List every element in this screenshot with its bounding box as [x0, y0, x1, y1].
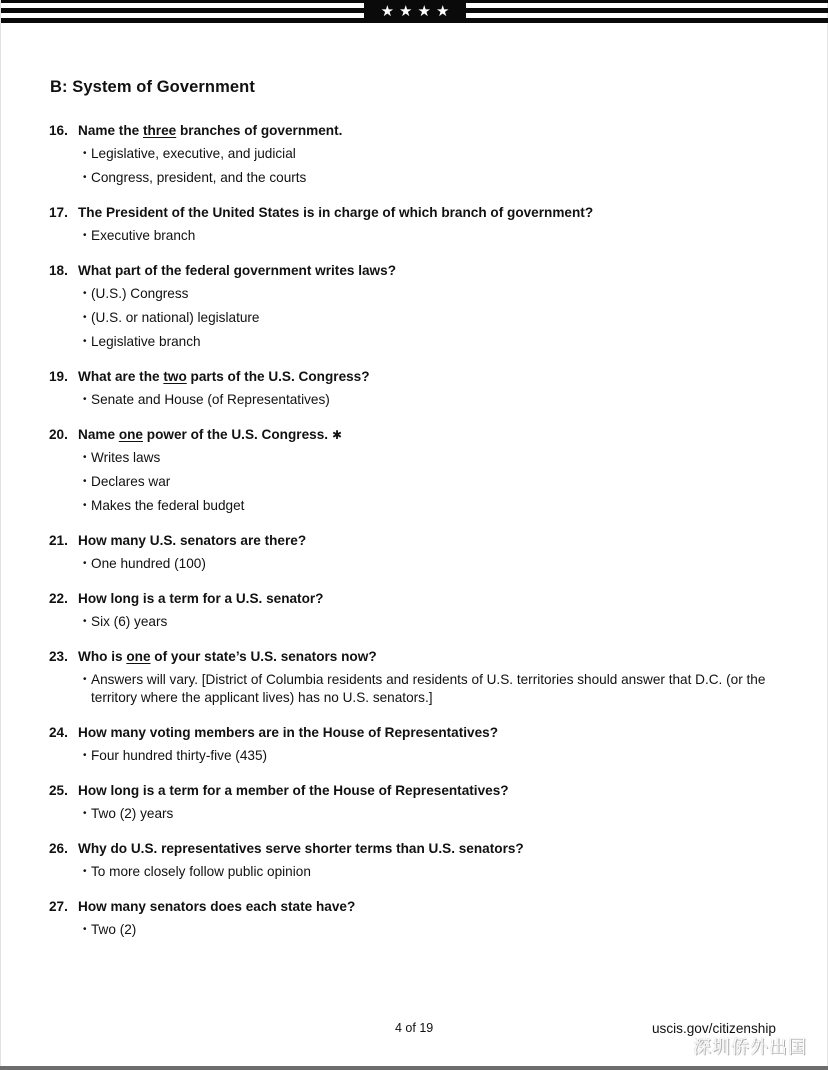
answer-item: [83, 227, 789, 245]
section-title: B: System of Government: [50, 78, 255, 96]
answer-list: [83, 671, 789, 707]
answer-list: [83, 555, 789, 573]
answer-text: Writes laws: [91, 450, 161, 465]
question-text-part: of your state’s U.S. senators now?: [150, 649, 377, 664]
question-number: 17.: [49, 205, 68, 220]
question-item: [49, 121, 789, 187]
question-item: [49, 261, 789, 351]
answer-text: To more closely follow public opinion: [91, 864, 311, 879]
answer-text: Legislative branch: [91, 334, 201, 349]
answer-item: [83, 921, 789, 939]
answer-list: [83, 145, 789, 187]
question-item: [49, 839, 789, 881]
answer-item: [83, 145, 789, 163]
question-line: [49, 897, 789, 917]
question-number: 26.: [49, 841, 68, 856]
question-line: [49, 531, 789, 551]
answer-text: Declares war: [91, 474, 171, 489]
bullet-icon: •: [83, 230, 87, 241]
bullet-icon: •: [83, 924, 87, 935]
answer-list: [83, 747, 789, 765]
answer-item: [83, 473, 789, 491]
answer-text: One hundred (100): [91, 556, 206, 571]
question-line: [49, 261, 789, 281]
asterisk-star-icon: ✱: [332, 428, 343, 442]
question-line: [49, 781, 789, 801]
question-item: [49, 531, 789, 573]
answer-item: [83, 863, 789, 881]
question-text-part: How many voting members are in the House of Representatives?: [78, 725, 499, 740]
question-number: 19.: [49, 369, 68, 384]
answer-item: [83, 747, 789, 765]
bullet-icon: •: [83, 674, 87, 685]
question-text-part: Name the: [78, 123, 143, 138]
question-text: [78, 647, 377, 667]
bullet-icon: •: [83, 336, 87, 347]
answer-item: [83, 333, 789, 351]
header-flag-stripes: [1, 0, 828, 24]
question-list: [49, 121, 789, 955]
question-text: [78, 203, 593, 223]
answer-list: [83, 227, 789, 245]
question-item: [49, 367, 789, 409]
question-line: [49, 647, 789, 667]
star-icon: ★: [380, 2, 395, 20]
question-item: [49, 589, 789, 631]
question-number: 22.: [49, 591, 68, 606]
answer-item: [83, 285, 789, 303]
bullet-icon: •: [83, 148, 87, 159]
answer-text: Two (2) years: [91, 806, 174, 821]
question-item: [49, 647, 789, 707]
answer-list: [83, 613, 789, 631]
question-text-part: What are the: [78, 369, 164, 384]
bullet-icon: •: [83, 288, 87, 299]
answer-list: [83, 863, 789, 881]
answer-item: [83, 497, 789, 515]
question-number: 20.: [49, 427, 68, 442]
answer-text: Legislative, executive, and judicial: [91, 146, 296, 161]
bullet-icon: •: [83, 476, 87, 487]
question-text: [78, 121, 342, 141]
question-emphasis: three: [142, 123, 177, 138]
bullet-icon: •: [83, 750, 87, 761]
answer-item: [83, 805, 789, 823]
question-text: [78, 531, 306, 551]
question-text: [78, 781, 509, 801]
question-emphasis: one: [126, 649, 151, 664]
answer-list: [83, 391, 789, 409]
answer-list: [83, 449, 789, 515]
answer-text: Answers will vary. [District of Columbia residents and residents of U.S. territories should answer that D.C. (or the territory where the applicant lives) has no U.S. senators.]: [91, 672, 766, 705]
bullet-icon: •: [83, 808, 87, 819]
question-text-part: How many senators does each state have?: [78, 899, 356, 914]
bullet-icon: •: [83, 616, 87, 627]
answer-text: Four hundred thirty-five (435): [91, 748, 268, 763]
viewer-bottom-bar: [0, 1066, 828, 1070]
page-indicator: 4 of 19: [395, 1021, 434, 1035]
bullet-icon: •: [83, 452, 87, 463]
question-line: [49, 723, 789, 743]
question-item: [49, 723, 789, 765]
answer-text: Makes the federal budget: [91, 498, 245, 513]
question-text-part: power of the U.S. Congress.: [142, 427, 329, 442]
question-text: [78, 723, 498, 743]
question-number: 16.: [49, 123, 68, 138]
question-text-part: How many U.S. senators are there?: [78, 533, 307, 548]
question-emphasis: two: [163, 369, 187, 384]
question-text: [78, 839, 524, 859]
question-text-part: parts of the U.S. Congress?: [186, 369, 370, 384]
answer-item: [83, 391, 789, 409]
question-text: [78, 261, 396, 281]
question-text-part: branches of government.: [176, 123, 343, 138]
answer-item: [83, 169, 789, 187]
answer-text: Six (6) years: [91, 614, 168, 629]
footer-url-link[interactable]: uscis.gov/citizenship: [652, 1021, 776, 1036]
question-text-part: The President of the United States is in charge of which branch of government?: [78, 205, 594, 220]
answer-text: Executive branch: [91, 228, 196, 243]
question-item: [49, 897, 789, 939]
question-line: [49, 839, 789, 859]
bullet-icon: •: [83, 500, 87, 511]
bullet-icon: •: [83, 866, 87, 877]
bullet-icon: •: [83, 312, 87, 323]
watermark: 深圳侨外出国: [693, 1037, 807, 1058]
question-line: [49, 367, 789, 387]
question-number: 27.: [49, 899, 68, 914]
question-number: 23.: [49, 649, 68, 664]
star-icon: ★: [435, 2, 450, 20]
answer-text: (U.S. or national) legislature: [91, 310, 260, 325]
question-text: [78, 367, 370, 387]
answer-item: [83, 671, 789, 707]
question-text-part: Why do U.S. representatives serve shorter terms than U.S. senators?: [78, 841, 524, 856]
question-line: [49, 589, 789, 609]
answer-list: [83, 805, 789, 823]
question-text: [78, 425, 342, 445]
question-item: [49, 425, 789, 515]
answer-text: Senate and House (of Representatives): [91, 392, 330, 407]
answer-item: [83, 613, 789, 631]
question-text-part: What part of the federal government writes laws?: [78, 263, 396, 278]
star-icon: ★: [399, 2, 413, 20]
question-number: 18.: [49, 263, 68, 278]
answer-item: [83, 555, 789, 573]
question-number: 24.: [49, 725, 68, 740]
question-text-part: Who is: [78, 649, 127, 664]
question-number: 25.: [49, 783, 68, 798]
question-text: [78, 897, 355, 917]
answer-item: [83, 309, 789, 327]
question-text-part: How long is a term for a U.S. senator?: [78, 591, 324, 606]
question-item: [49, 781, 789, 823]
question-emphasis: one: [118, 427, 143, 442]
answer-list: [83, 285, 789, 351]
answer-text: Two (2): [91, 922, 137, 937]
question-line: [49, 425, 789, 445]
question-line: [49, 203, 789, 223]
question-number: 21.: [49, 533, 68, 548]
question-text: [78, 589, 323, 609]
star-icon: ★: [417, 2, 431, 20]
answer-item: [83, 449, 789, 467]
bullet-icon: •: [83, 394, 87, 405]
question-line: [49, 121, 789, 141]
answer-text: Congress, president, and the courts: [91, 170, 307, 185]
header-star-box: [364, 0, 466, 23]
question-text-part: How long is a term for a member of the House of Representatives?: [78, 783, 509, 798]
answer-list: [83, 921, 789, 939]
bullet-icon: •: [83, 558, 87, 569]
bullet-icon: •: [83, 172, 87, 183]
question-item: [49, 203, 789, 245]
answer-text: (U.S.) Congress: [91, 286, 189, 301]
question-text-part: Name: [78, 427, 119, 442]
